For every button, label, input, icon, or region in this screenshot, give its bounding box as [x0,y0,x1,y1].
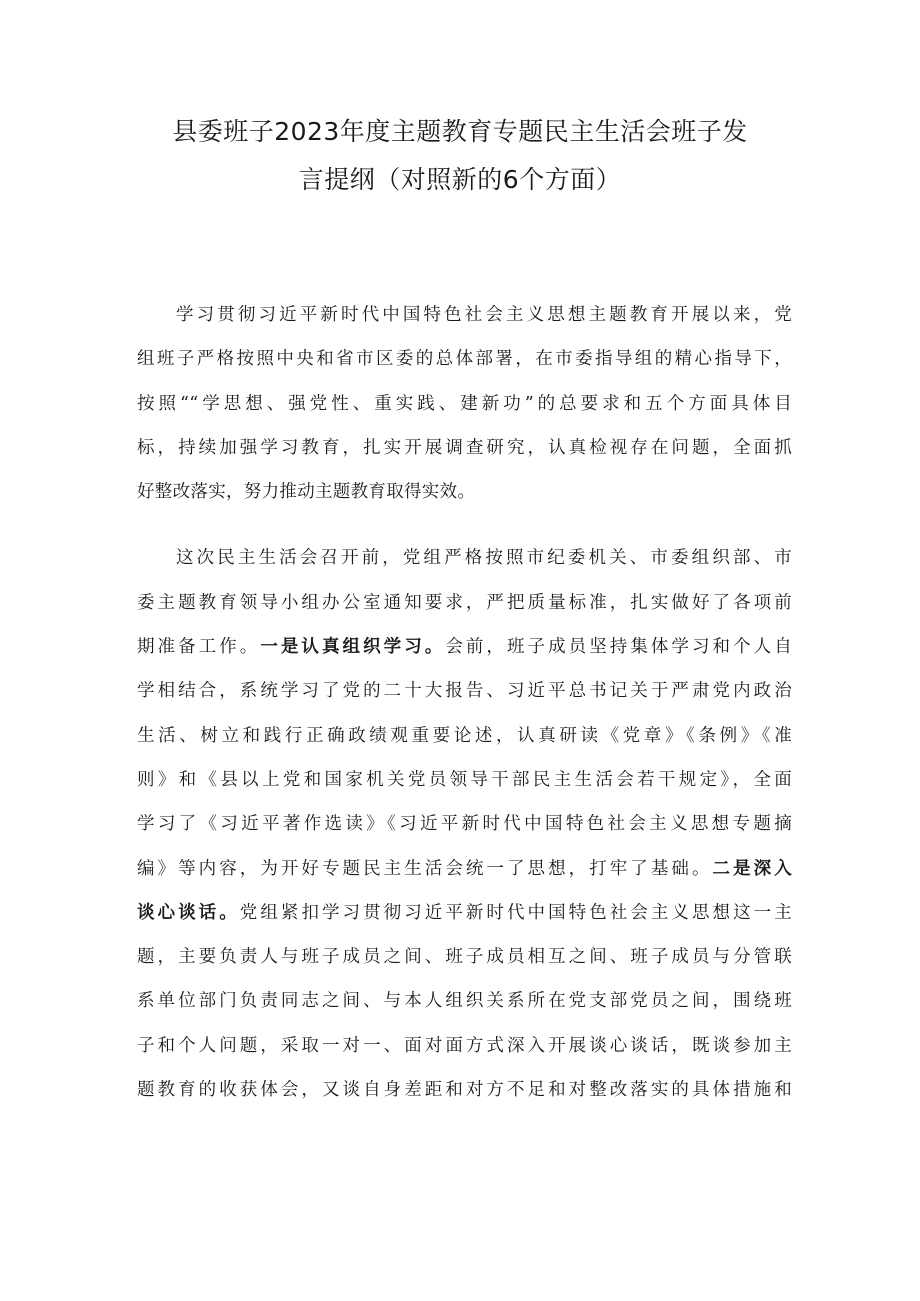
title-line-2: 言提纲（对照新的6个方面） [298,165,622,194]
paragraph-line: 好整改落实，努力推动主题教育取得实效。 [137,482,476,503]
paragraph-line: 组班子严格按照中央和省市区委的总体部署，在市委指导组的精心指导下， [137,349,792,370]
paragraph-line: 学习贯彻习近平新时代中国特色社会主义思想主题教育开展以来，党 [176,305,792,325]
paragraph-line [137,847,792,891]
paragraph-line: 则》和《县以上党和国家机关党员领导干部民主生活会若干规定》，全面 [137,769,792,790]
paragraph-line: 学相结合，系统学习了党的二十大报告、习近平总书记关于严肃党内政治 [137,681,792,702]
document-body [137,293,792,1112]
text-run: 党组紧扣学习贯彻习近平新时代中国特色社会主义思想这一主 [239,902,792,923]
bold-heading-two-cont: 谈心谈话。 [137,902,240,923]
paragraph-line: 子和个人问题，采取一对一、面对面方式深入开展谈心谈话，既谈参加主 [137,1035,792,1056]
bold-heading-two: 二是深入 [712,858,792,879]
paragraph-1 [137,293,792,514]
paragraph-line: 题，主要负责人与班子成员之间、班子成员相互之间、班子成员与分管联 [137,947,792,968]
paragraph-line: 标，持续加强学习教育，扎实开展调查研究，认真检视存在问题，全面抓 [137,437,792,458]
paragraph-line: 委主题教育领导小组办公室通知要求，严把质量标准，扎实做好了各项前 [137,592,792,613]
paragraph-line [137,891,792,935]
document-title [100,108,820,204]
title-line-1: 县委班子2023年度主题教育专题民主生活会班子发 [172,117,748,146]
paragraph-line: 学习了《习近平著作选读》《习近平新时代中国特色社会主义思想专题摘 [137,814,792,835]
text-run: 会前，班子成员坚持集体学习和个人自 [445,637,792,658]
paragraph-line: 题教育的收获体会，又谈自身差距和对方不足和对整改落实的具体措施和 [137,1080,792,1101]
text-run: 期准备工作。 [137,637,261,658]
paragraph-line: 这次民主生活会召开前，党组严格按照市纪委机关、市委组织部、市 [176,548,792,569]
paragraph-line: 按照““学思想、强党性、重实践、建新功”的总要求和五个方面具体目 [137,393,792,414]
paragraph-line: 生活、树立和践行正确政绩观重要论述，认真研读《党章》《条例》《准 [137,725,792,746]
text-run: 编》等内容，为开好专题民主生活会统一了思想，打牢了基础。 [137,858,713,879]
bold-heading-one: 一是认真组织学习。 [260,637,446,658]
paragraph-line [137,625,792,669]
paragraph-line: 系单位部门负责同志之间、与本人组织关系所在党支部党员之间，围绕班 [137,991,792,1012]
paragraph-2 [137,536,792,1112]
